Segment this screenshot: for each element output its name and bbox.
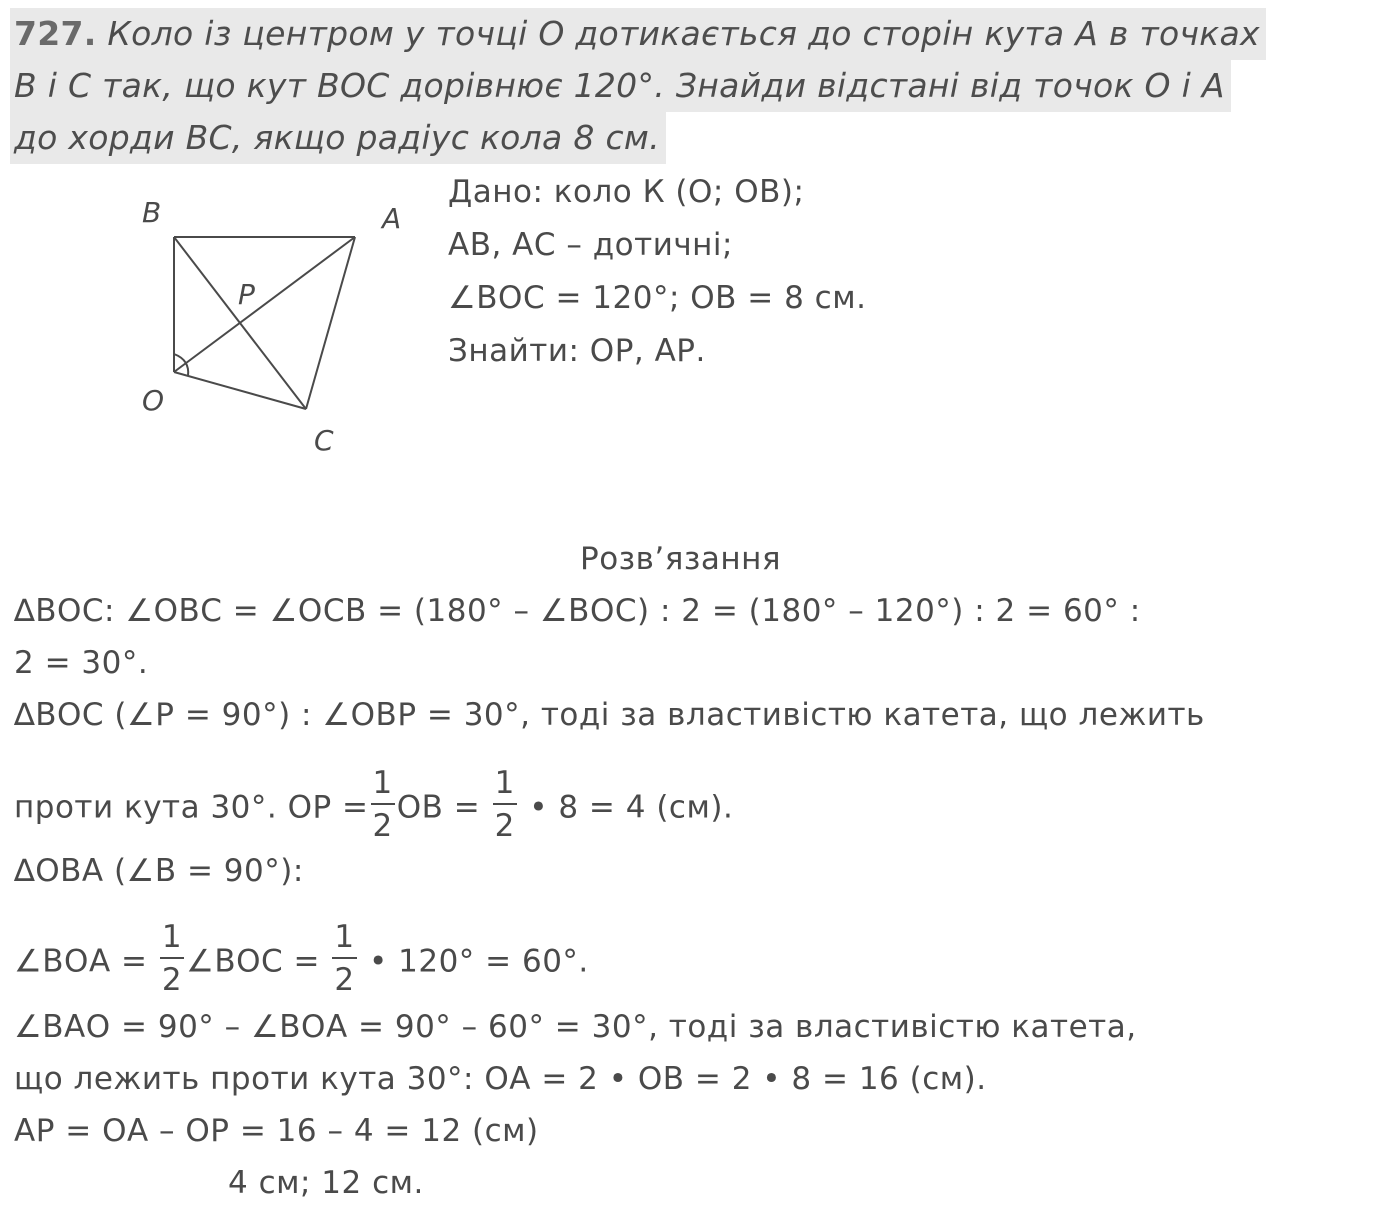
given-line-1: Дано: коло К (О; ОВ); [448,174,805,210]
fraction-denominator: 2 [494,808,515,844]
solution-line-9: АР = ОА – ОР = 16 – 4 = 12 (см) [14,1113,539,1149]
solution-line-5: ∆ОВА (∠В = 90°): [14,853,304,889]
answer: 4 см; 12 см. [228,1165,424,1201]
solution-line-6c: • 120° = 60°. [368,943,589,980]
problem-line-1-text: Коло із центром у точці О дотикається до сторін кута А в точках [107,14,1260,53]
fraction-numerator: 1 [493,768,517,805]
solution-line-4c: • 8 = 4 (см). [529,789,734,826]
problem-line-2: В і С так, що кут ВОС дорівнює 120°. Знайди відстані від точок О і А [10,60,1231,112]
problem-statement [10,8,1370,164]
problem-line-1 [10,8,1266,60]
segment-ac [306,237,355,409]
geometry-diagram [130,180,430,470]
solution-line-2: 2 = 30°. [14,645,149,681]
segment-oc [174,372,306,409]
solution-line-4 [14,765,734,844]
problem-number: 727. [14,14,97,53]
label-c: C [314,424,334,457]
label-a: A [382,202,402,235]
given-line-2: АВ, АС – дотичні; [448,227,733,263]
solution-line-6 [14,919,589,998]
solution-line-3: ∆ВОС (∠Р = 90°) : ∠ОВР = 30°, тоді за властивістю катета, що лежить [14,697,1205,733]
given-line-3: ∠ВОС = 120°; ОВ = 8 см. [448,280,867,316]
solution-line-7: ∠ВАО = 90° – ∠ВОА = 90° – 60° = 30°, тоді за властивістю катета, [14,1009,1137,1045]
solution-line-6a: ∠ВОА = [14,943,148,980]
fraction-denominator: 2 [161,962,183,998]
label-o: O [142,384,165,417]
solution-line-8: що лежить проти кута 30°: ОА = 2 • ОВ = 2 • 8 = 16 (см). [14,1061,987,1097]
solution-line-4a: проти кута 30°. ОР = [14,789,369,826]
solution-line-1: ∆ВОС: ∠ОВС = ∠ОСВ = (180° – ∠ВОС) : 2 = (180° – 120°) : 2 = 60° : [14,593,1141,629]
fraction-half [371,765,395,844]
solution-title: Розв’язання [580,541,782,577]
segment-oa [174,237,355,372]
label-p: P [238,278,255,311]
fraction-numerator: 1 [371,768,395,805]
fraction-numerator: 1 [160,922,184,959]
solution-line-4b: ОВ = [396,789,481,826]
fraction-numerator: 1 [332,922,356,959]
given-block [448,166,866,378]
given-line-4: Знайти: ОР, АР. [448,333,706,369]
solution-line-6b: ∠ВОС = [186,943,321,980]
fraction-half [332,919,356,998]
fraction-denominator: 2 [372,808,393,844]
label-b: B [142,196,162,229]
fraction-denominator: 2 [334,962,355,998]
fraction-half [493,765,517,844]
fraction-half [160,919,184,998]
problem-line-3: до хорди ВС, якщо радіус кола 8 см. [10,112,666,164]
